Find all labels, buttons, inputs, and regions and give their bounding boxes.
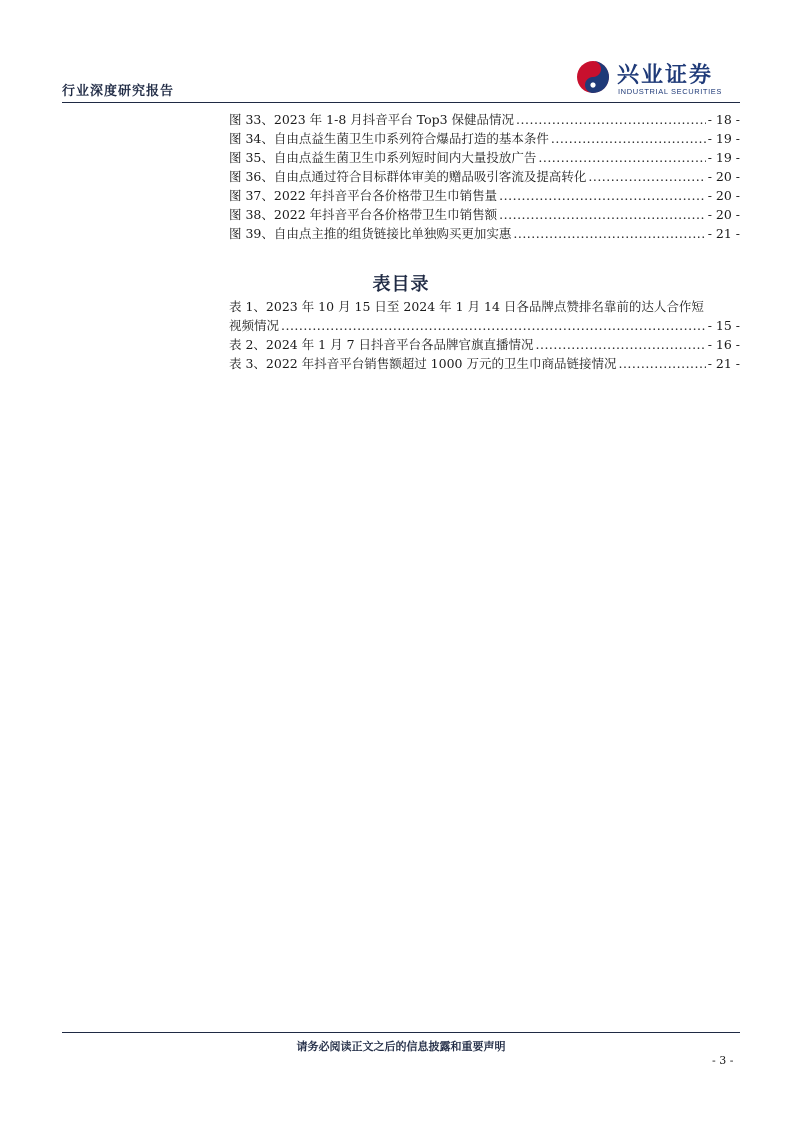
dot-leader xyxy=(499,186,706,205)
figure-entry[interactable] xyxy=(229,129,740,148)
dot-leader xyxy=(516,110,706,129)
logo-chinese-name: 兴业证券 xyxy=(617,63,714,88)
table-entry[interactable] xyxy=(229,316,740,335)
table-entry-label: 表 2、2024 年 1 月 7 日抖音平台各品牌官旗直播情况 xyxy=(229,337,534,352)
dot-leader xyxy=(281,316,706,335)
figure-entry-label: 图 36、自由点通过符合目标群体审美的赠品吸引客流及提高转化 xyxy=(229,169,587,184)
figure-entry-label: 图 34、自由点益生菌卫生巾系列符合爆品打造的基本条件 xyxy=(229,131,549,146)
dot-leader xyxy=(536,335,706,354)
logo-english-name: INDUSTRIAL SECURITIES xyxy=(618,87,723,96)
dot-leader xyxy=(513,224,705,243)
table-list-heading: 表目录 xyxy=(372,274,430,295)
figure-entry-page: - 20 - xyxy=(707,188,740,203)
table-entry-label-line1[interactable]: 表 1、2023 年 10 月 15 日至 2024 年 1 月 14 日各品牌点赞排名靠前的达人合作短 xyxy=(229,299,704,314)
table-entry-page: - 16 - xyxy=(707,337,740,352)
dot-leader xyxy=(588,167,705,186)
company-logo xyxy=(576,58,746,98)
figure-entry-page: - 20 - xyxy=(707,207,740,222)
table-entry-label-line2: 视频情况 xyxy=(229,318,280,333)
figure-entry-label: 图 39、自由点主推的组货链接比单独购买更加实惠 xyxy=(229,226,512,241)
figure-entry-page: - 21 - xyxy=(707,226,740,241)
logo-mark-icon xyxy=(576,60,610,94)
dot-leader xyxy=(538,148,705,167)
footer-divider xyxy=(62,1032,740,1033)
figure-entry-page: - 18 - xyxy=(707,112,740,127)
figure-entry-page: - 19 - xyxy=(707,150,740,165)
figure-entry-label: 图 38、2022 年抖音平台各价格带卫生巾销售额 xyxy=(229,207,498,222)
table-entry-page: - 15 - xyxy=(707,318,740,333)
figure-entry-label: 图 35、自由点益生菌卫生巾系列短时间内大量投放广告 xyxy=(229,150,537,165)
figure-entry[interactable] xyxy=(229,167,740,186)
dot-leader xyxy=(618,354,705,373)
dot-leader xyxy=(499,205,706,224)
disclaimer-notice: 请务必阅读正文之后的信息披露和重要声明 xyxy=(296,1040,506,1053)
page-number: - 3 - xyxy=(712,1054,734,1067)
table-entry[interactable] xyxy=(229,335,740,354)
figure-entry[interactable] xyxy=(229,224,740,243)
dot-leader xyxy=(551,129,706,148)
figure-entry-page: - 19 - xyxy=(707,131,740,146)
table-entry-label: 表 3、2022 年抖音平台销售额超过 1000 万元的卫生巾商品链接情况 xyxy=(229,356,617,371)
report-type-label: 行业深度研究报告 xyxy=(62,84,175,99)
figure-entry-label: 图 37、2022 年抖音平台各价格带卫生巾销售量 xyxy=(229,188,498,203)
figure-entry[interactable] xyxy=(229,186,740,205)
figure-entry[interactable] xyxy=(229,110,740,129)
header-divider xyxy=(62,102,740,103)
table-entry-page: - 21 - xyxy=(707,356,740,371)
figure-entry-label: 图 33、2023 年 1-8 月抖音平台 Top3 保健品情况 xyxy=(229,112,515,127)
figure-entry[interactable] xyxy=(229,148,740,167)
figure-entry[interactable] xyxy=(229,205,740,224)
table-list xyxy=(229,297,740,373)
table-entry[interactable] xyxy=(229,354,740,373)
figure-entry-page: - 20 - xyxy=(707,169,740,184)
figure-list xyxy=(229,110,740,243)
